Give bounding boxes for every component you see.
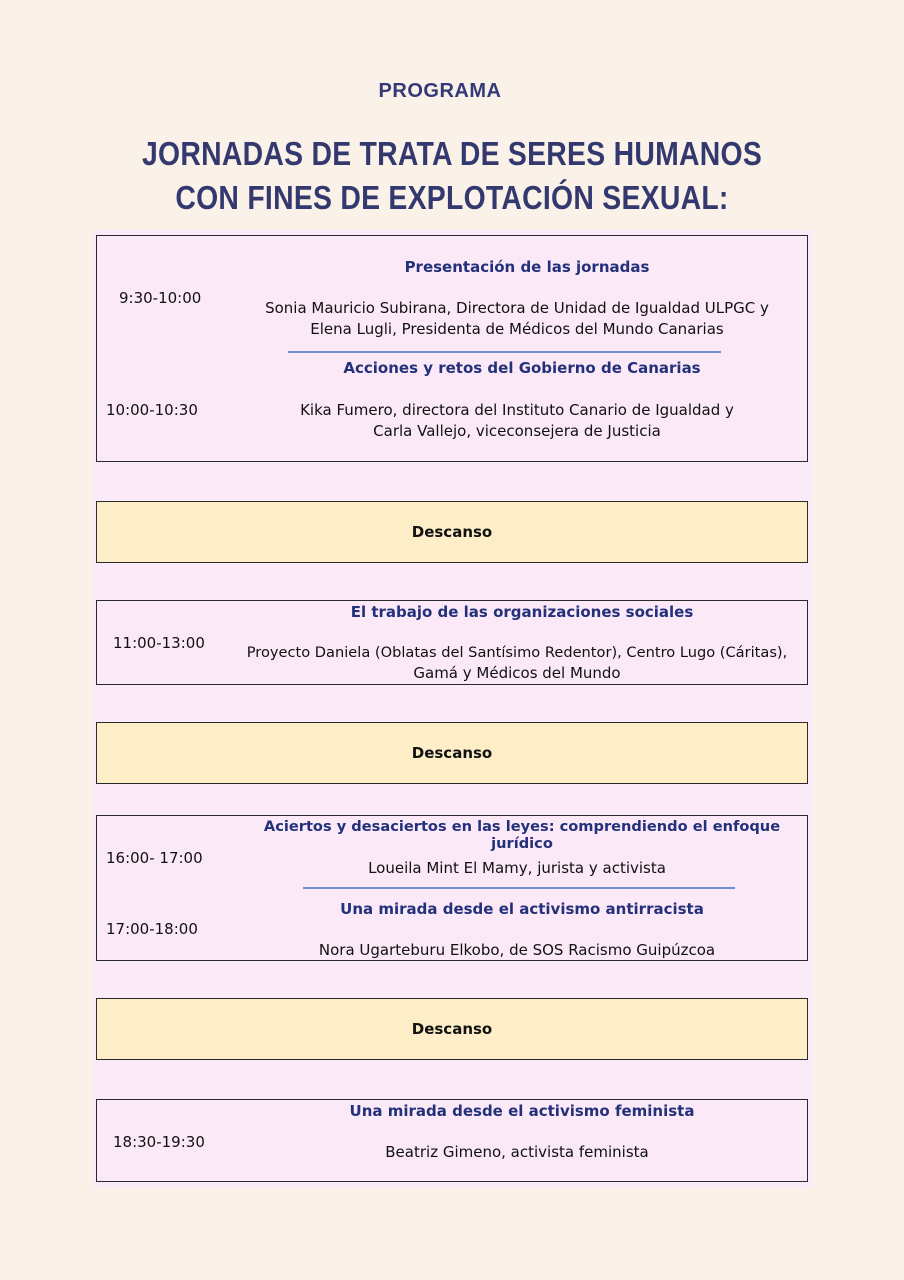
session-speakers-line: Sonia Mauricio Subirana, Directora de Unidad de Igualdad ULPGC y xyxy=(265,299,769,317)
session-speakers-line: Gamá y Médicos del Mundo xyxy=(413,664,621,682)
session-block-organizations xyxy=(96,600,808,685)
session-speakers-line: Elena Lugli, Presidenta de Médicos del Mundo Canarias xyxy=(310,320,724,338)
session-divider xyxy=(303,887,735,889)
session-heading: Acciones y retos del Gobierno de Canarias xyxy=(343,359,701,377)
session-time: 9:30-10:00 xyxy=(119,289,202,307)
break-block xyxy=(96,722,808,784)
break-label: Descanso xyxy=(411,744,493,762)
session-heading: Una mirada desde el activismo antirracista xyxy=(340,900,704,918)
session-speakers-line: Carla Vallejo, viceconsejera de Justicia xyxy=(373,422,661,440)
session-time: 18:30-19:30 xyxy=(113,1133,205,1151)
session-divider xyxy=(288,351,721,353)
session-speakers-line: Kika Fumero, directora del Instituto Canario de Igualdad y xyxy=(300,401,734,419)
session-time: 11:00-13:00 xyxy=(113,634,205,652)
break-block xyxy=(96,501,808,563)
session-block-law-activism xyxy=(96,815,808,961)
session-speakers-line: Proyecto Daniela (Oblatas del Santísimo Redentor), Centro Lugo (Cáritas), xyxy=(246,644,788,661)
program-kicker: PROGRAMA xyxy=(378,80,502,102)
session-heading: El trabajo de las organizaciones sociales xyxy=(350,603,694,621)
page-title: JORNADAS DE TRATA DE SERES HUMANOS CON FINES DE EXPLOTACIÓN SEXUAL: xyxy=(141,135,763,216)
session-heading: Una mirada desde el activismo feminista xyxy=(349,1102,695,1120)
session-block-feminism xyxy=(96,1099,808,1182)
break-label: Descanso xyxy=(411,523,493,541)
session-heading: Presentación de las jornadas xyxy=(404,258,650,276)
session-speakers-line: Nora Ugarteburu Elkobo, de SOS Racismo Guipúzcoa xyxy=(318,941,716,959)
session-speakers-line: Beatriz Gimeno, activista feminista xyxy=(385,1143,649,1161)
session-time: 16:00- 17:00 xyxy=(106,849,203,867)
session-heading: Aciertos y desaciertos en las leyes: comprendiendo el enfoque jurídico xyxy=(263,818,781,852)
break-block xyxy=(96,998,808,1060)
session-time: 17:00-18:00 xyxy=(106,920,198,938)
session-time: 10:00-10:30 xyxy=(106,401,198,419)
session-block-opening xyxy=(96,235,808,462)
session-speakers-line: Loueila Mint El Mamy, jurista y activista xyxy=(368,859,666,877)
break-label: Descanso xyxy=(411,1020,493,1038)
